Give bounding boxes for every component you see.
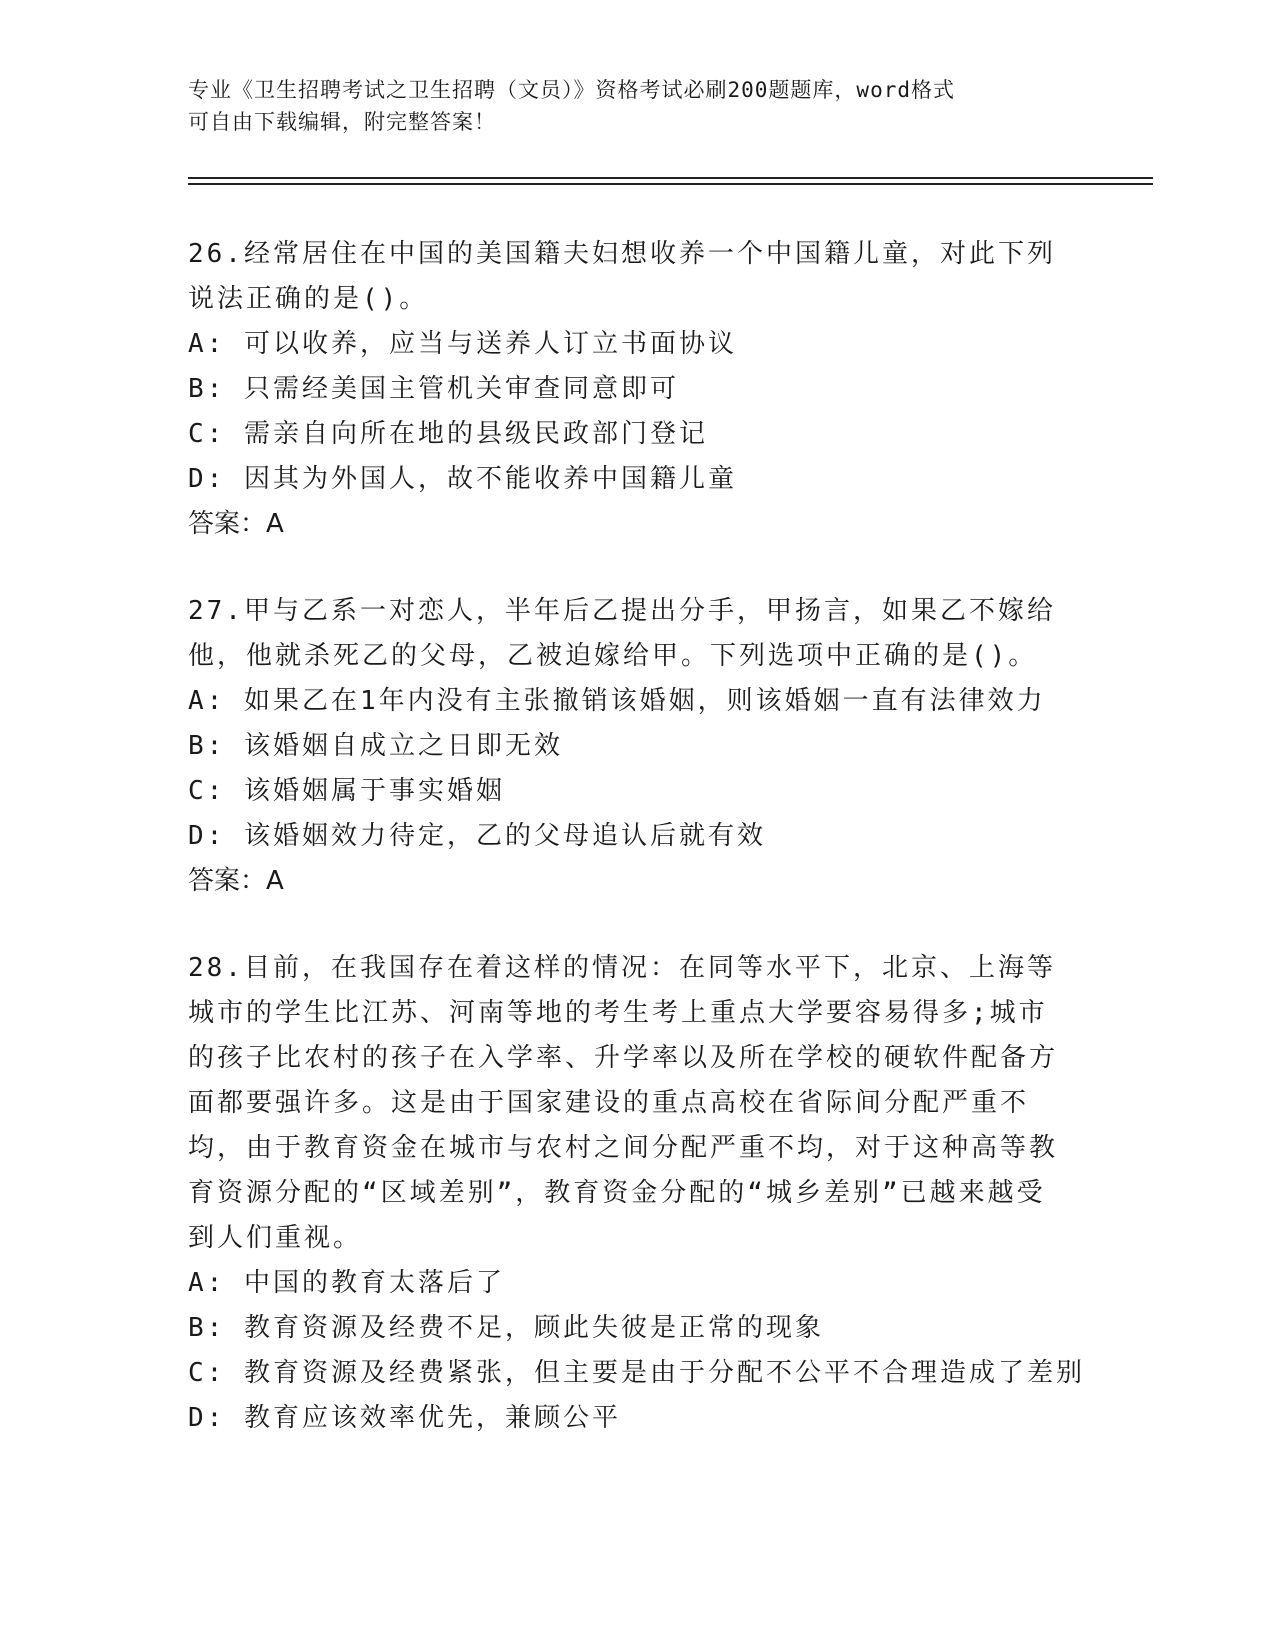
document-header [188, 74, 1088, 138]
option-b: B: 只需经美国主管机关审查同意即可 [188, 374, 679, 404]
option-d: D: 因其为外国人，故不能收养中国籍儿童 [188, 464, 737, 494]
option-c: C: 需亲自向所在地的县级民政部门登记 [188, 419, 708, 449]
option-b: B: 教育资源及经费不足，顾此失彼是正常的现象 [188, 1313, 824, 1343]
header-line-2: 可自由下载编辑，附完整答案！ [188, 110, 496, 134]
option-a: A: 如果乙在1年内没有主张撤销该婚姻，则该婚姻一直有法律效力 [188, 686, 1046, 716]
option-d: D: 该婚姻效力待定，乙的父母追认后就有效 [188, 821, 766, 851]
question-26 [188, 232, 1068, 547]
question-text: 28.目前，在我国存在着这样的情况：在同等水平下，北京、上海等城市的学生比江苏、河南等地的考生考上重点大学要容易得多;城市的孩子比农村的孩子在入学率、升学率以及所在学校的硬软件配备方面都要强许多。这是由于国家建设的重点高校在省际间分配严重不均，由于教育资金在城市与农村之间分配严重不均，对于这种高等教育资源分配的“区域差别”，教育资金分配的“城乡差别”已越来越受到人们重视。 [188, 953, 1059, 1253]
option-c: C: 教育资源及经费紧张，但主要是由于分配不公平不合理造成了差别 [188, 1358, 1085, 1388]
option-d: D: 教育应该效率优先，兼顾公平 [188, 1403, 621, 1433]
header-divider-bottom [188, 183, 1153, 185]
option-a: A: 可以收养，应当与送养人订立书面协议 [188, 329, 737, 359]
question-27 [188, 589, 1068, 904]
question-text: 26.经常居住在中国的美国籍夫妇想收养一个中国籍儿童，对此下列说法正确的是()。 [188, 239, 1056, 314]
question-28 [188, 946, 1085, 1441]
option-a: A: 中国的教育太落后了 [188, 1268, 505, 1298]
option-c: C: 该婚姻属于事实婚姻 [188, 776, 505, 806]
option-b: B: 该婚姻自成立之日即无效 [188, 731, 563, 761]
header-line-1: 专业《卫生招聘考试之卫生招聘（文员）》资格考试必刷200题题库，word格式 [188, 78, 955, 102]
answer-line: 答案：A [188, 509, 284, 539]
question-text: 27.甲与乙系一对恋人，半年后乙提出分手，甲扬言，如果乙不嫁给他，他就杀死乙的父母，乙被迫嫁给甲。下列选项中正确的是()。 [188, 596, 1056, 671]
header-divider-top [188, 177, 1153, 179]
question-list [188, 232, 1085, 1483]
answer-line: 答案：A [188, 866, 284, 896]
